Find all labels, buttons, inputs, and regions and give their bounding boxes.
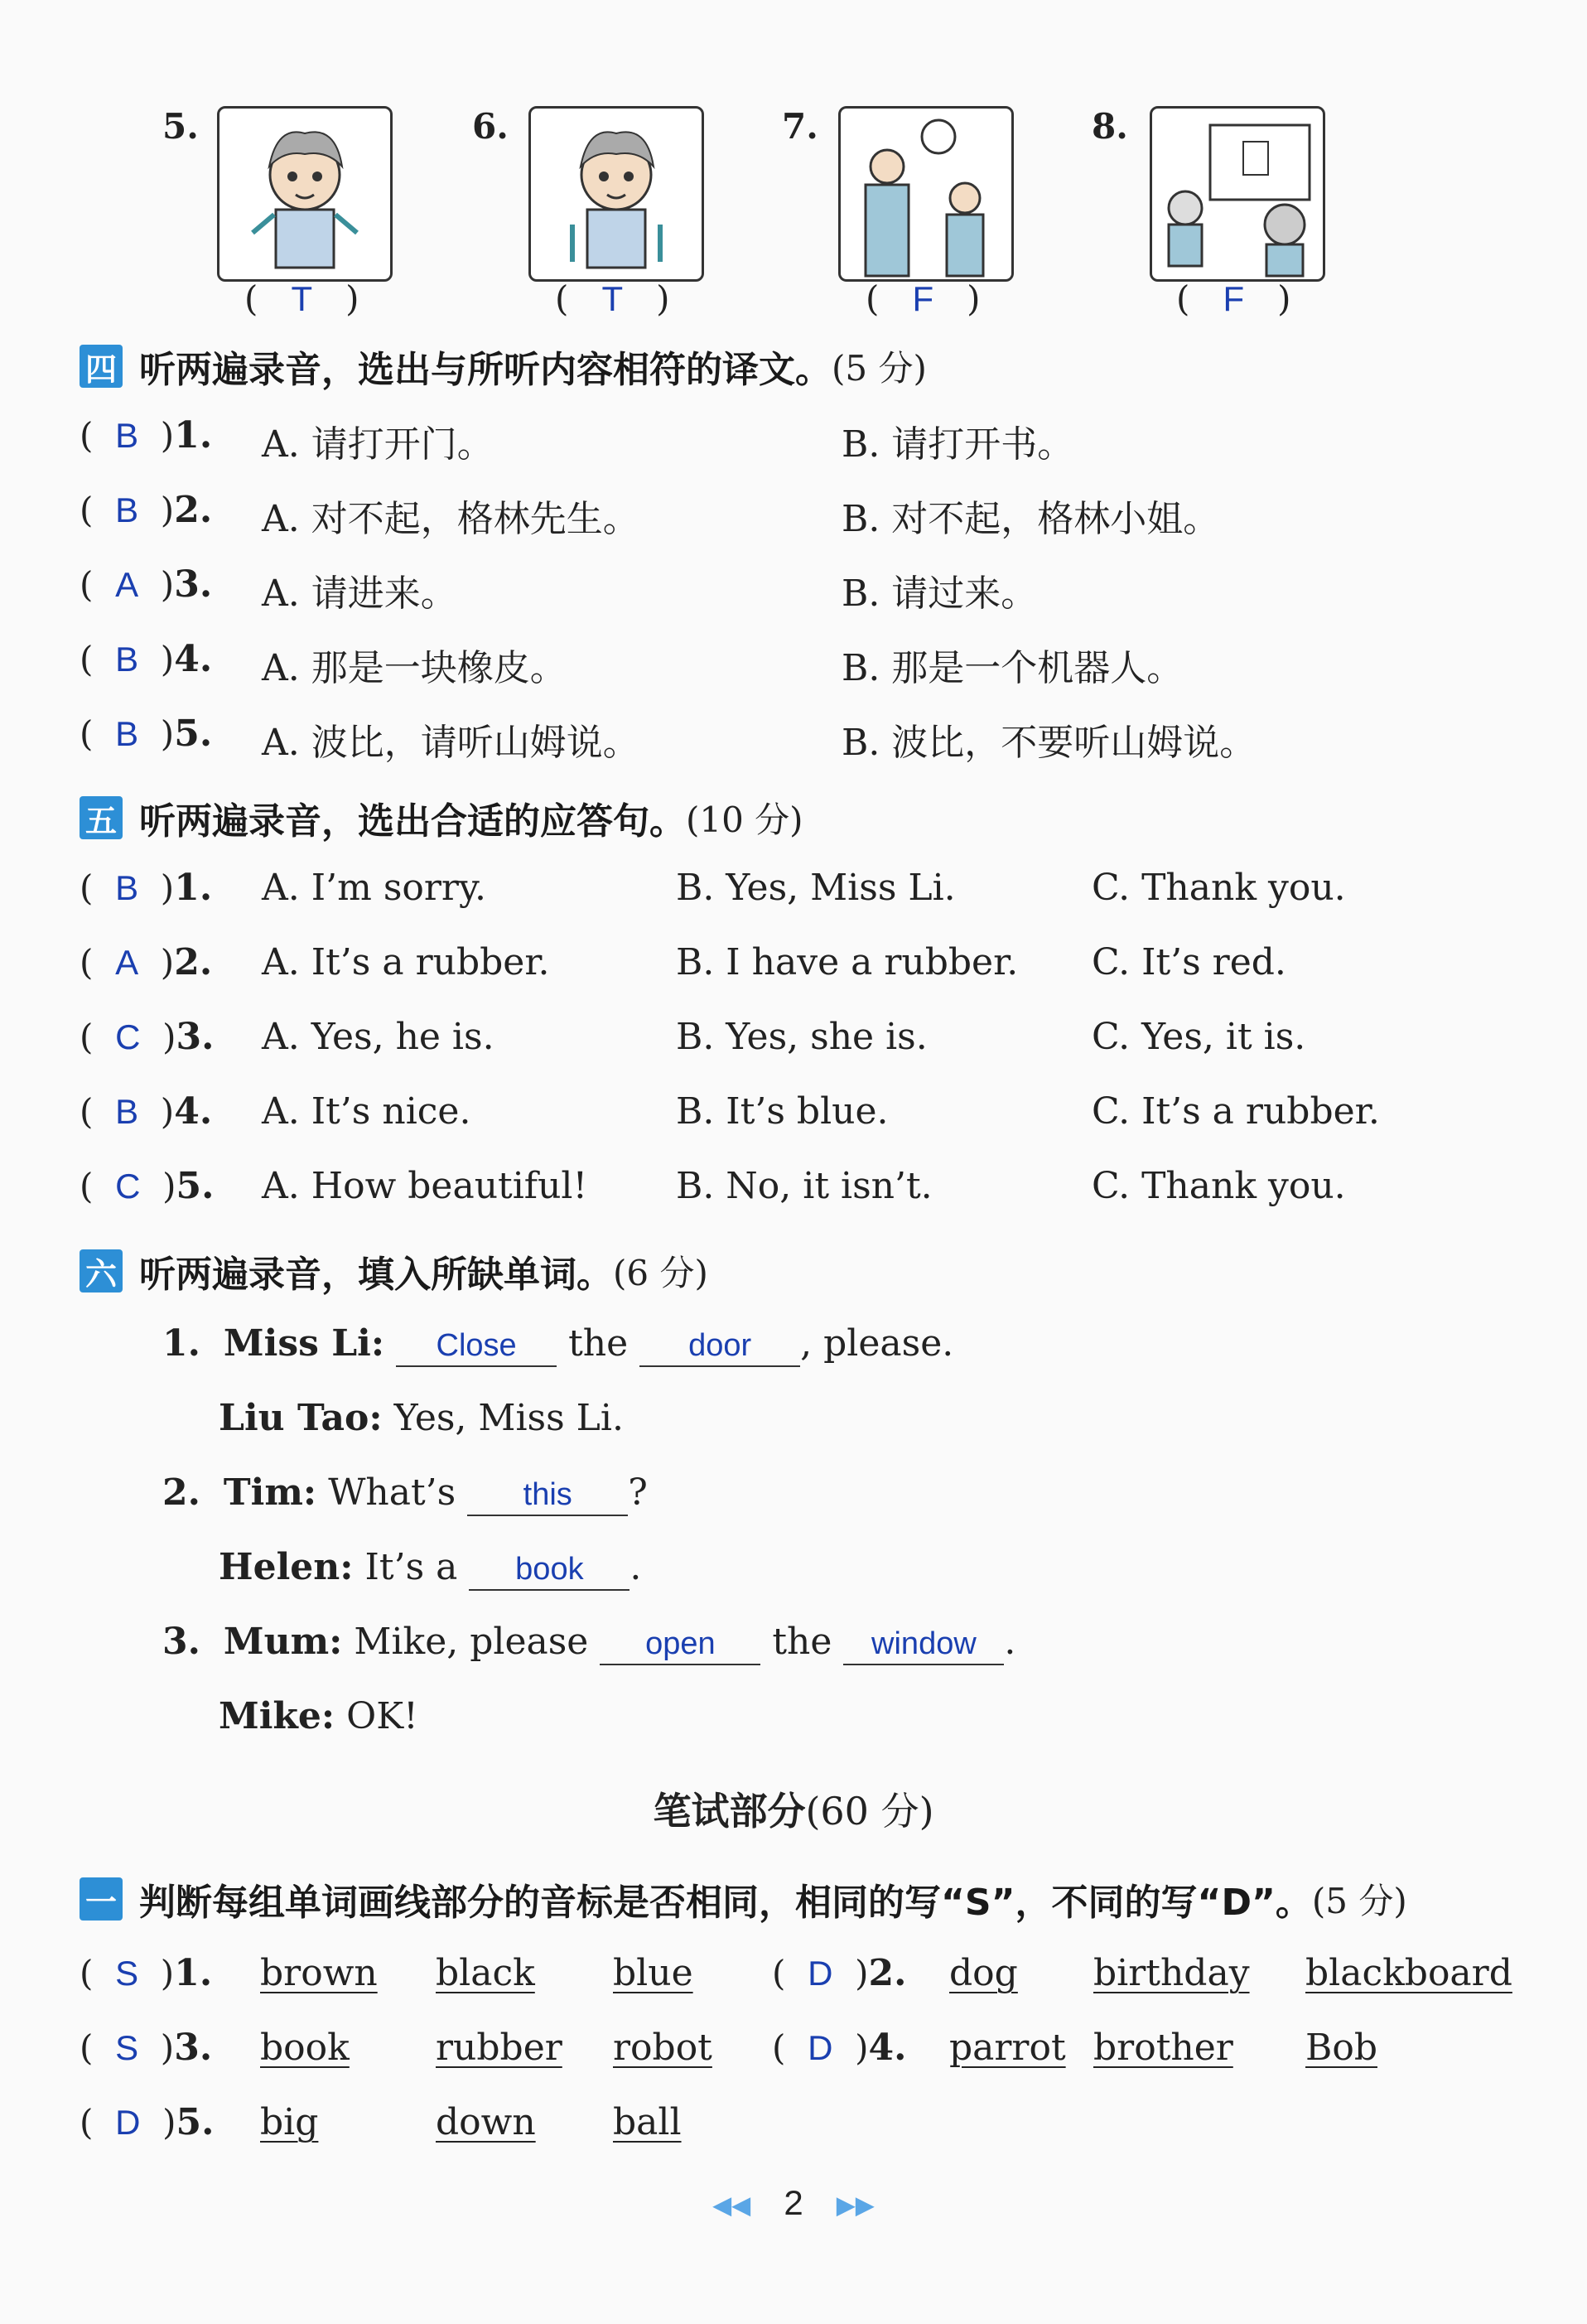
- dialogue-line: [219, 1546, 641, 1591]
- boy-picture: [217, 106, 393, 282]
- list-item: ( D )2. dog birthday blackboard: [772, 1952, 1512, 1994]
- answer-mark: F: [912, 279, 934, 318]
- section-header: [80, 1244, 708, 1297]
- speaker-label: Liu Tao:: [219, 1397, 383, 1439]
- text: , please.: [800, 1322, 954, 1365]
- word: birthday: [1093, 1952, 1250, 1994]
- option-a: A. 对不起，格林先生。: [262, 498, 639, 540]
- answer-mark: D: [808, 2028, 833, 2067]
- answer-mark: T: [291, 279, 313, 318]
- dialogue-line: [162, 1471, 648, 1516]
- word: down: [436, 2101, 536, 2143]
- answer-mark: S: [115, 2028, 139, 2067]
- answer-mark: B: [115, 416, 139, 455]
- answer-blank: book: [469, 1551, 629, 1591]
- question-number: 5.: [176, 2101, 215, 2143]
- option-b: B. 那是一个机器人。: [842, 647, 1184, 689]
- word: parrot: [949, 2027, 1066, 2069]
- section-header: [80, 791, 803, 844]
- speaker-label: Helen:: [219, 1546, 354, 1588]
- option-a: A. Yes, he is.: [262, 1016, 494, 1058]
- dialogue-line: [219, 1695, 418, 1737]
- text: OK!: [346, 1695, 418, 1737]
- title-text: 笔试部分: [653, 1789, 806, 1834]
- option-b: B. 对不起，格林小姐。: [842, 498, 1220, 540]
- word: robot: [613, 2027, 712, 2069]
- question-number: 4.: [868, 2027, 907, 2069]
- answer-mark: D: [808, 1954, 833, 1993]
- answer-blank: door: [639, 1327, 800, 1367]
- list-item: ( D )4. parrot brother Bob: [772, 2027, 1377, 2069]
- option-a: A. 请进来。: [262, 573, 457, 615]
- list-item: ( B )1. A. I’m sorry. B. Yes, Miss Li. C. Thank you.: [80, 867, 1346, 909]
- answer-mark: B: [115, 1092, 139, 1131]
- option-a: A. It’s a rubber.: [262, 941, 550, 983]
- word: dog: [949, 1952, 1018, 1994]
- option-c: C. Yes, it is.: [1092, 1016, 1306, 1058]
- list-item: ( B )1. A. 请打开门。 B. 请打开书。: [80, 414, 1074, 466]
- option-c: C. Thank you.: [1092, 867, 1346, 909]
- title-score: (60 分): [805, 1789, 934, 1834]
- option-b: B. 请打开书。: [842, 423, 1074, 466]
- answer-mark: A: [115, 565, 139, 604]
- option-c: C. It’s a rubber.: [1092, 1090, 1380, 1133]
- list-item: ( B )4. A. 那是一块橡皮。 B. 那是一个机器人。: [80, 638, 1184, 689]
- picture-number: 7.: [782, 106, 818, 147]
- answer-mark: B: [115, 640, 139, 679]
- question-number: 3.: [176, 1016, 215, 1058]
- question-number: 2.: [868, 1952, 907, 1994]
- answer-blank: this: [467, 1476, 628, 1516]
- word: rubber: [436, 2027, 562, 2069]
- text: .: [629, 1546, 642, 1588]
- dialogue-line: [162, 1322, 953, 1367]
- answer-mark: T: [601, 279, 624, 318]
- dialogue-line: [162, 1621, 1015, 1665]
- prev-page-icon[interactable]: ◀◀: [712, 2191, 751, 2220]
- word: Bob: [1305, 2027, 1377, 2069]
- list-item: ( B )2. A. 对不起，格林先生。 B. 对不起，格林小姐。: [80, 489, 1220, 540]
- option-c: C. Thank you.: [1092, 1165, 1346, 1207]
- section-score: (5 分): [1311, 1881, 1407, 1921]
- section-title: 判断每组单词画线部分的音标是否相同，相同的写“S”，不同的写“D”。: [139, 1882, 1312, 1924]
- question-number: 1.: [174, 867, 213, 909]
- text: It’s a: [364, 1546, 458, 1588]
- list-item: ( C )3. A. Yes, he is. B. Yes, she is. C. Yes, it is.: [80, 1016, 1306, 1058]
- classroom-animals-picture: [1150, 106, 1325, 282]
- section-score: (6 分): [613, 1253, 708, 1293]
- question-number: 2.: [174, 941, 213, 983]
- list-item: ( S )3. book rubber robot: [80, 2027, 712, 2069]
- option-b: B. No, it isn’t.: [676, 1165, 933, 1207]
- section-header: [80, 340, 927, 393]
- answer-blank: window: [843, 1626, 1004, 1665]
- written-part-title: [0, 1781, 1587, 1836]
- text: Yes, Miss Li.: [393, 1397, 624, 1439]
- picture-number: 6.: [472, 106, 509, 147]
- answer-mark: F: [1223, 279, 1245, 318]
- speaker-label: Mike:: [219, 1695, 335, 1737]
- speaker-label: Miss Li:: [223, 1322, 385, 1365]
- list-item: ( B )5. A. 波比，请听山姆说。 B. 波比，不要听山姆说。: [80, 713, 1257, 764]
- answer-blank: open: [600, 1626, 760, 1665]
- question-number: 2.: [162, 1471, 200, 1514]
- dialogue-line: [219, 1397, 624, 1439]
- section-number-icon: 一: [80, 1877, 123, 1921]
- word: blackboard: [1305, 1952, 1512, 1994]
- option-b: B. 请过来。: [842, 573, 1038, 615]
- question-number: 4.: [174, 638, 213, 680]
- text: the: [772, 1621, 832, 1663]
- answer-mark: C: [115, 1167, 141, 1205]
- option-a: A. 那是一块橡皮。: [262, 647, 567, 689]
- option-a: A. It’s nice.: [262, 1090, 471, 1133]
- answer-mark: A: [115, 943, 139, 982]
- answer-slot: ( F ): [1176, 278, 1291, 319]
- list-item: ( A )2. A. It’s a rubber. B. I have a rubber. C. It’s red.: [80, 941, 1286, 983]
- section-number-icon: 五: [80, 796, 123, 839]
- answer-slot: ( T ): [555, 278, 670, 319]
- page-footer: [0, 2182, 1587, 2223]
- option-a: A. 请打开门。: [262, 423, 494, 466]
- next-page-icon[interactable]: ▶▶: [836, 2191, 875, 2220]
- list-item: ( S )1. brown black blue: [80, 1952, 693, 1994]
- page-number: 2: [784, 2183, 803, 2222]
- option-a: A. How beautiful!: [262, 1165, 588, 1207]
- speaker-label: Tim:: [223, 1471, 317, 1514]
- text: .: [1004, 1621, 1016, 1663]
- answer-mark: B: [115, 868, 139, 907]
- picture-number: 5.: [162, 106, 199, 147]
- section-score: (5 分): [832, 348, 927, 389]
- answer-mark: C: [115, 1017, 141, 1056]
- option-a: A. 波比，请听山姆说。: [262, 722, 639, 764]
- teacher-student-picture: [838, 106, 1014, 282]
- question-number: 5.: [174, 713, 213, 755]
- text: Mike, please: [354, 1621, 589, 1663]
- list-item: ( A )3. A. 请进来。 B. 请过来。: [80, 563, 1038, 615]
- section-title: 听两遍录音，填入所缺单词。: [139, 1254, 613, 1296]
- text: What’s: [328, 1471, 456, 1514]
- question-number: 1.: [162, 1322, 200, 1365]
- option-a: A. I’m sorry.: [262, 867, 486, 909]
- section-number-icon: 六: [80, 1249, 123, 1292]
- section-header: [80, 1872, 1407, 1925]
- text: the: [568, 1322, 629, 1365]
- question-number: 3.: [174, 2027, 213, 2069]
- word: big: [260, 2101, 319, 2143]
- word: black: [436, 1952, 535, 1994]
- answer-blank: Close: [396, 1327, 557, 1367]
- question-number: 4.: [174, 1090, 213, 1133]
- word: brown: [260, 1952, 378, 1994]
- option-b: B. I have a rubber.: [676, 941, 1019, 983]
- question-number: 3.: [174, 563, 213, 606]
- option-b: B. 波比，不要听山姆说。: [842, 722, 1257, 764]
- answer-slot: ( T ): [244, 278, 359, 319]
- word: book: [260, 2027, 350, 2069]
- question-number: 1.: [174, 414, 213, 457]
- answer-mark: B: [115, 490, 139, 529]
- answer-slot: ( F ): [866, 278, 981, 319]
- word: blue: [613, 1952, 693, 1994]
- option-b: B. It’s blue.: [676, 1090, 889, 1133]
- option-b: B. Yes, Miss Li.: [676, 867, 956, 909]
- word: brother: [1093, 2027, 1233, 2069]
- answer-mark: D: [115, 2103, 141, 2142]
- answer-mark: S: [115, 1954, 139, 1993]
- list-item: ( C )5. A. How beautiful! B. No, it isn’t. C. Thank you.: [80, 1165, 1346, 1207]
- question-number: 2.: [174, 489, 213, 531]
- text: ?: [628, 1471, 648, 1514]
- section-title: 听两遍录音，选出合适的应答句。: [139, 800, 686, 843]
- question-number: 3.: [162, 1621, 200, 1663]
- boy-picture: [528, 106, 704, 282]
- list-item: ( D )5. big down ball: [80, 2101, 682, 2143]
- word: ball: [613, 2101, 682, 2143]
- question-number: 1.: [174, 1952, 213, 1994]
- list-item: ( B )4. A. It’s nice. B. It’s blue. C. It’s a rubber.: [80, 1090, 1380, 1133]
- section-number-icon: 四: [80, 345, 123, 388]
- picture-number: 8.: [1092, 106, 1128, 147]
- option-b: B. Yes, she is.: [676, 1016, 928, 1058]
- question-number: 5.: [176, 1165, 215, 1207]
- speaker-label: Mum:: [223, 1621, 343, 1663]
- section-score: (10 分): [686, 800, 803, 840]
- option-c: C. It’s red.: [1092, 941, 1286, 983]
- section-title: 听两遍录音，选出与所听内容相符的译文。: [139, 349, 832, 391]
- answer-mark: B: [115, 714, 139, 753]
